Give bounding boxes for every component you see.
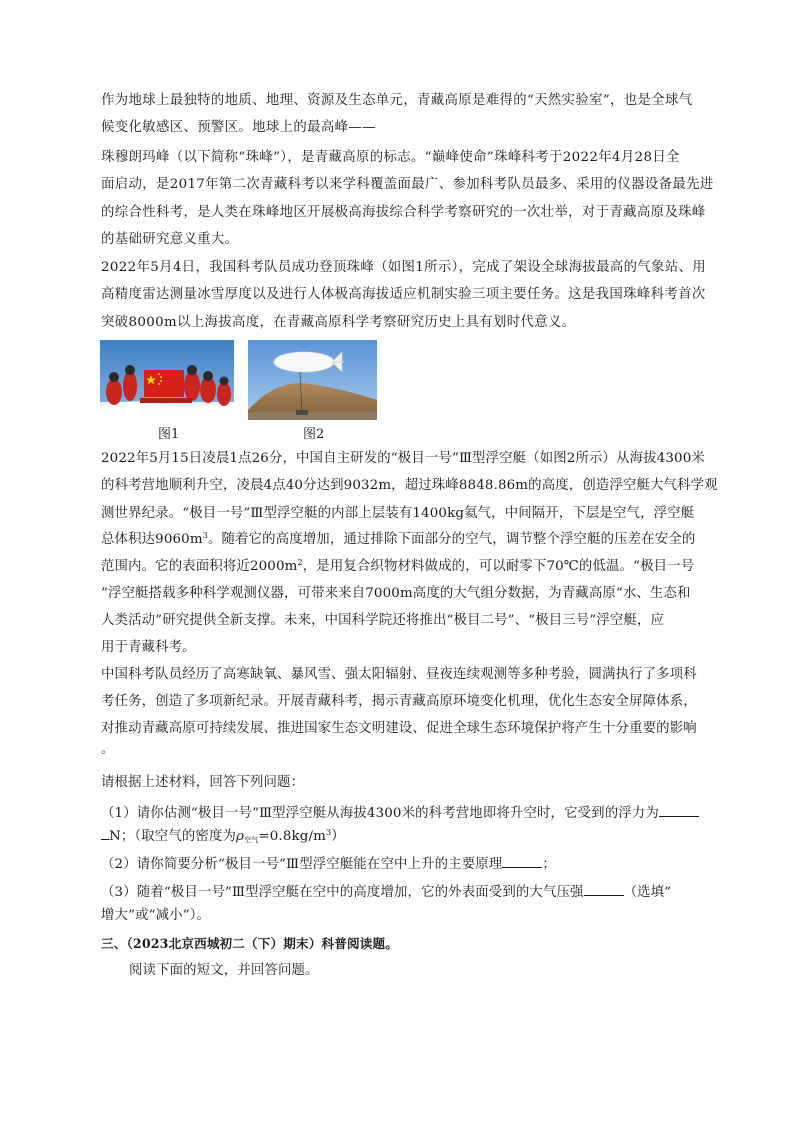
question-2-text: （2）请你简要分析“极目一号”Ⅲ型浮空艇能在空中上升的主要原理 (101, 857, 503, 872)
intro-line-6: 的基础研究意义重大。 (101, 232, 239, 247)
question-3-text: （3）随着“极目一号”Ⅲ型浮空艇在空中的高度增加，它的外表面受到的大气压强 (101, 885, 584, 900)
body2-line-5-text-b: ，是用复合织物材料做成的，可以耐零下70℃的低温。“极目一号 (302, 559, 695, 574)
question-2-answer-blank[interactable] (502, 853, 542, 868)
question-2-end: ； (542, 857, 556, 872)
figure-2-caption: 图2 (303, 427, 325, 442)
density-value: =0.8kg/m (258, 829, 327, 844)
figure-1-summit-team-photo (100, 340, 234, 420)
intro-line-7: 2022年5月4日，我国科考队员成功登顶珠峰（如图1所示），完成了架设全球海拔最高的气象站、用 (101, 260, 707, 275)
question-3-option-lead: （选填“ (623, 885, 672, 900)
body3-line-4: 。 (101, 742, 115, 757)
intro-line-2: 候变化敏感区、预警区。地球上的最高峰—— (101, 120, 376, 135)
intro-line-4: 面启动，是2017年第二次青藏科考以来学科覆盖面最广、参加科考队员最多、采用的仪器设备最先进 (101, 177, 714, 192)
body2-line-4 (101, 530, 695, 550)
density-superscript: 3 (326, 828, 332, 837)
cubic-superscript: 3 (202, 531, 208, 540)
rho-subscript: 空气 (244, 836, 259, 844)
body3-line-1: 中国科考队员经历了高寒缺氧、暴风雪、强太阳辐射、昼夜连续观测等多种考验，圆满执行了多项科 (101, 667, 697, 682)
body3-line-3: 对推动青藏高原可持续发展、推进国家生态文明建设、促进全球生态环境保护将产生十分重要的影响 (101, 721, 697, 736)
question-3-answer-blank[interactable] (584, 881, 624, 896)
question-1-answer-blank-b[interactable] (101, 825, 109, 840)
question-1-answer-blank-a[interactable] (659, 802, 699, 817)
body2-line-3: 测世界纪录。“极目一号”Ⅲ型浮空艇的内部上层装有1400kg氦气，中间隔开，下层是空气，浮空艇 (101, 506, 695, 521)
figure-2-airship-photo (248, 340, 377, 420)
intro-line-3: 珠穆朗玛峰（以下简称“珠峰”），是青藏高原的标志。“巅峰使命”珠峰科考于2022年4月28日全 (101, 150, 680, 165)
body2-line-4-text-b: 。随着它的高度增加，通过排除下面部分的空气，调节整个浮空艇的压差在安全的 (207, 532, 696, 547)
question-3-line-2: 增大”或“减小”）。 (101, 908, 211, 923)
questions-prompt: 请根据上述材料，回答下列问题： (101, 775, 305, 790)
intro-line-1: 作为地球上最独特的地质、地理、资源及生态单元，青藏高原是难得的“天然实验室”，也是全球气 (101, 93, 693, 108)
body2-line-4-text-a: 总体积达9060m (101, 532, 203, 547)
square-superscript: 2 (297, 558, 303, 567)
body2-line-8: 用于青藏科考。 (101, 640, 196, 655)
body2-line-2: 的科考营地顺利升空，凌晨4点40分达到9032m，超过珠峰8848.86m的高度，创造浮空艇大气科学观 (101, 478, 718, 493)
question-2-line (101, 853, 556, 875)
intro-line-5: 的综合性科考，是人类在珠峰地区开展极高海拔综合科学考察研究的一次壮举，对于青藏高原及珠峰 (101, 205, 706, 220)
question-1-line-1 (101, 802, 699, 824)
body2-line-7: 人类活动”研究提供全新支撑。未来，中国科学院还将推出“极目二号”、“极目三号”浮空艇，应 (101, 613, 665, 628)
figure-1-caption: 图1 (158, 427, 180, 442)
body2-line-5-text-a: 范围内。它的表面积将近2000m (101, 559, 298, 574)
question-3-line-1 (101, 881, 671, 903)
question-1-unit-text: N；（取空气的密度为 (109, 829, 237, 844)
question-1-close: ） (331, 829, 345, 844)
body2-line-1: 2022年5月15日凌晨1点26分，中国自主研发的“极目一号”Ⅲ型浮空艇（如图2所示）从海拔4300米 (101, 451, 705, 466)
section-3-heading: 三、（2023北京西城初二（下）期末）科普阅读题。 (101, 936, 398, 951)
intro-line-9: 突破8000m以上海拔高度，在青藏高原科学考察研究历史上具有划时代意义。 (101, 315, 576, 330)
body3-line-2: 考任务，创造了多项新纪录。开展青藏科考，揭示青藏高原环境变化机理，优化生态安全屏障体系， (101, 694, 697, 709)
intro-line-8: 高精度雷达测量冰雪厚度以及进行人体极高海拔适应机制实验三项主要任务。这是我国珠峰科考首次 (101, 287, 706, 302)
question-1-text: （1）请你估测“极目一号”Ⅲ型浮空艇从海拔4300米的科考营地即将升空时，它受到的浮力为 (101, 806, 659, 821)
rho-symbol: ρ (236, 829, 245, 844)
body2-line-6: ”浮空艇搭载多种科学观测仪器，可带来来自7000m高度的大气组分数据，为青藏高原“水、生态和 (101, 586, 691, 601)
body2-line-5 (101, 557, 694, 577)
question-1-line-2 (101, 825, 345, 847)
section-3-instruction: 阅读下面的短文，并回答问题。 (129, 963, 319, 978)
